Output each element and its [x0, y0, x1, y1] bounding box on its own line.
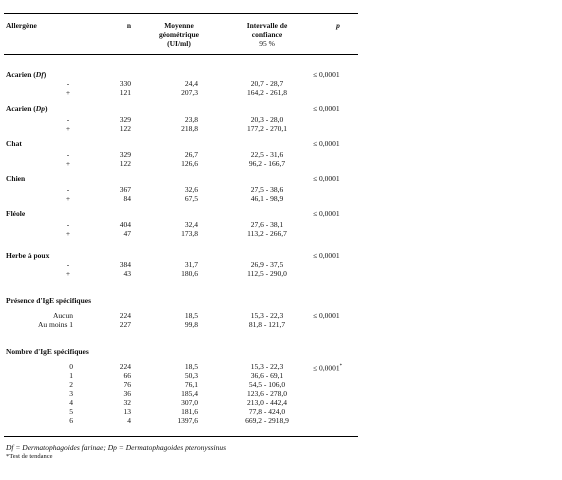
- row-n: 224: [119, 311, 131, 320]
- section-p-value: ≤ 0,0001: [313, 139, 340, 148]
- header-mean-line2: géométrique: [159, 30, 199, 39]
- row-mean: 23,8: [184, 115, 198, 124]
- row-ci: 112,5 - 290,0: [247, 269, 287, 278]
- row-n: 32: [123, 398, 131, 407]
- row-mean: 31,7: [184, 260, 198, 269]
- row-mean: 67,5: [184, 194, 198, 203]
- section-p-value: ≤ 0,0001: [313, 70, 340, 79]
- row-mean: 26,7: [184, 150, 198, 159]
- row-label: 0: [69, 362, 73, 371]
- row-mean: 32,6: [184, 185, 198, 194]
- row-ci: 96,2 - 166,7: [248, 159, 286, 168]
- row-label: Au moins 1: [37, 320, 73, 329]
- section-title: Chien: [6, 174, 26, 183]
- row-ci: 27,6 - 38,1: [250, 220, 284, 229]
- row-label: -: [66, 260, 70, 269]
- row-mean: 185,4: [181, 389, 198, 398]
- row-n: 36: [123, 389, 131, 398]
- row-mean: 18,5: [184, 362, 198, 371]
- section-p-value: ≤ 0,0001*: [313, 363, 343, 373]
- row-ci: 15,3 - 22,3: [250, 362, 284, 371]
- row-mean: 207,3: [181, 88, 198, 97]
- row-ci: 27,5 - 38,6: [250, 185, 284, 194]
- row-mean: 307,0: [181, 398, 198, 407]
- row-n: 227: [119, 320, 131, 329]
- row-label: Aucun: [53, 311, 73, 320]
- row-n: 84: [123, 194, 131, 203]
- section-p-value: ≤ 0,0001: [313, 251, 340, 260]
- section-title: Fléole: [6, 209, 26, 218]
- table-bottom-rule: [4, 436, 358, 437]
- row-ci: 22,5 - 31,6: [250, 150, 284, 159]
- row-n: 330: [119, 79, 131, 88]
- row-mean: 18,5: [184, 311, 198, 320]
- header-ci-line1: Intervalle de: [246, 21, 288, 30]
- row-n: 329: [119, 150, 131, 159]
- header-mean-line1: Moyenne: [164, 21, 194, 30]
- row-ci: 213,0 - 442,4: [247, 398, 287, 407]
- section-p-value: ≤ 0,0001: [313, 174, 340, 183]
- row-n: 122: [119, 159, 131, 168]
- row-label: +: [65, 194, 71, 203]
- row-mean: 50,3: [184, 371, 198, 380]
- row-n: 13: [123, 407, 131, 416]
- row-label: 2: [69, 380, 73, 389]
- section-p-value: ≤ 0,0001: [313, 104, 340, 113]
- row-ci: 26,9 - 37,5: [250, 260, 284, 269]
- row-n: 224: [119, 362, 131, 371]
- footnote-abbreviations: Df = Dermatophagoides farinae; Dp = Dermatophagoides pteronyssinus: [6, 443, 227, 452]
- section-title-acarien-df: Acarien (Df): [6, 70, 47, 79]
- footnote-trend-test: *Test de tendance: [6, 453, 53, 460]
- row-mean: 126,6: [181, 159, 198, 168]
- row-label: -: [66, 220, 70, 229]
- row-mean: 76,1: [184, 380, 198, 389]
- section-p-value: ≤ 0,0001: [313, 311, 340, 320]
- row-n: 367: [119, 185, 131, 194]
- row-n: 404: [119, 220, 131, 229]
- header-allergen: Allergène: [6, 21, 37, 30]
- row-ci: 36,6 - 69,1: [250, 371, 284, 380]
- table-top-rule: [4, 13, 358, 14]
- header-n: n: [126, 21, 131, 30]
- row-n: 4: [127, 416, 131, 425]
- row-label: -: [66, 185, 70, 194]
- row-n: 384: [119, 260, 131, 269]
- section-title: Présence d'IgE spécifiques: [6, 296, 91, 305]
- header-ci-line2: confiance: [251, 30, 283, 39]
- header-mean-line3: (UI/ml): [167, 39, 191, 48]
- row-ci: 77,8 - 424,0: [248, 407, 286, 416]
- row-n: 76: [123, 380, 131, 389]
- row-label: 1: [69, 371, 73, 380]
- row-n: 47: [123, 229, 131, 238]
- header-ci-line3: 95 %: [259, 39, 275, 48]
- row-mean: 99,8: [184, 320, 198, 329]
- row-n: 329: [119, 115, 131, 124]
- results-table: [4, 0, 358, 480]
- row-label: 6: [69, 416, 73, 425]
- row-label: +: [65, 88, 71, 97]
- row-label: -: [66, 115, 70, 124]
- row-mean: 1397,6: [177, 416, 198, 425]
- row-mean: 218,8: [181, 124, 198, 133]
- row-ci: 20,3 - 28,0: [250, 115, 284, 124]
- section-title-acarien-dp: Acarien (Dp): [6, 104, 48, 113]
- row-n: 122: [119, 124, 131, 133]
- row-label: 4: [69, 398, 73, 407]
- row-ci: 669,2 - 2918,9: [245, 416, 289, 425]
- row-n: 43: [123, 269, 131, 278]
- row-mean: 32,4: [184, 220, 198, 229]
- row-ci: 123,6 - 278,0: [247, 389, 287, 398]
- row-label: +: [65, 124, 71, 133]
- row-ci: 164,2 - 261,8: [247, 88, 287, 97]
- section-title: Herbe à poux: [6, 251, 50, 260]
- row-mean: 180,6: [181, 269, 198, 278]
- row-label: +: [65, 229, 71, 238]
- row-ci: 113,2 - 266,7: [247, 229, 287, 238]
- row-ci: 46,1 - 98,9: [250, 194, 284, 203]
- row-label: 3: [69, 389, 73, 398]
- row-label: -: [66, 79, 70, 88]
- row-label: -: [66, 150, 70, 159]
- row-label: 5: [69, 407, 73, 416]
- section-title: Chat: [6, 139, 22, 148]
- section-title: Nombre d'IgE spécifiques: [6, 347, 89, 356]
- header-p: p: [336, 21, 340, 30]
- row-mean: 181,6: [181, 407, 198, 416]
- row-n: 66: [123, 371, 131, 380]
- row-ci: 20,7 - 28,7: [250, 79, 284, 88]
- row-label: +: [65, 269, 71, 278]
- row-n: 121: [119, 88, 131, 97]
- row-ci: 54,5 - 106,0: [248, 380, 286, 389]
- row-ci: 177,2 - 270,1: [247, 124, 287, 133]
- row-ci: 81,8 - 121,7: [248, 320, 286, 329]
- row-ci: 15,3 - 22,3: [250, 311, 284, 320]
- section-p-value: ≤ 0,0001: [313, 209, 340, 218]
- row-label: +: [65, 159, 71, 168]
- row-mean: 24,4: [184, 79, 198, 88]
- row-mean: 173,8: [181, 229, 198, 238]
- header-bottom-rule: [4, 54, 358, 55]
